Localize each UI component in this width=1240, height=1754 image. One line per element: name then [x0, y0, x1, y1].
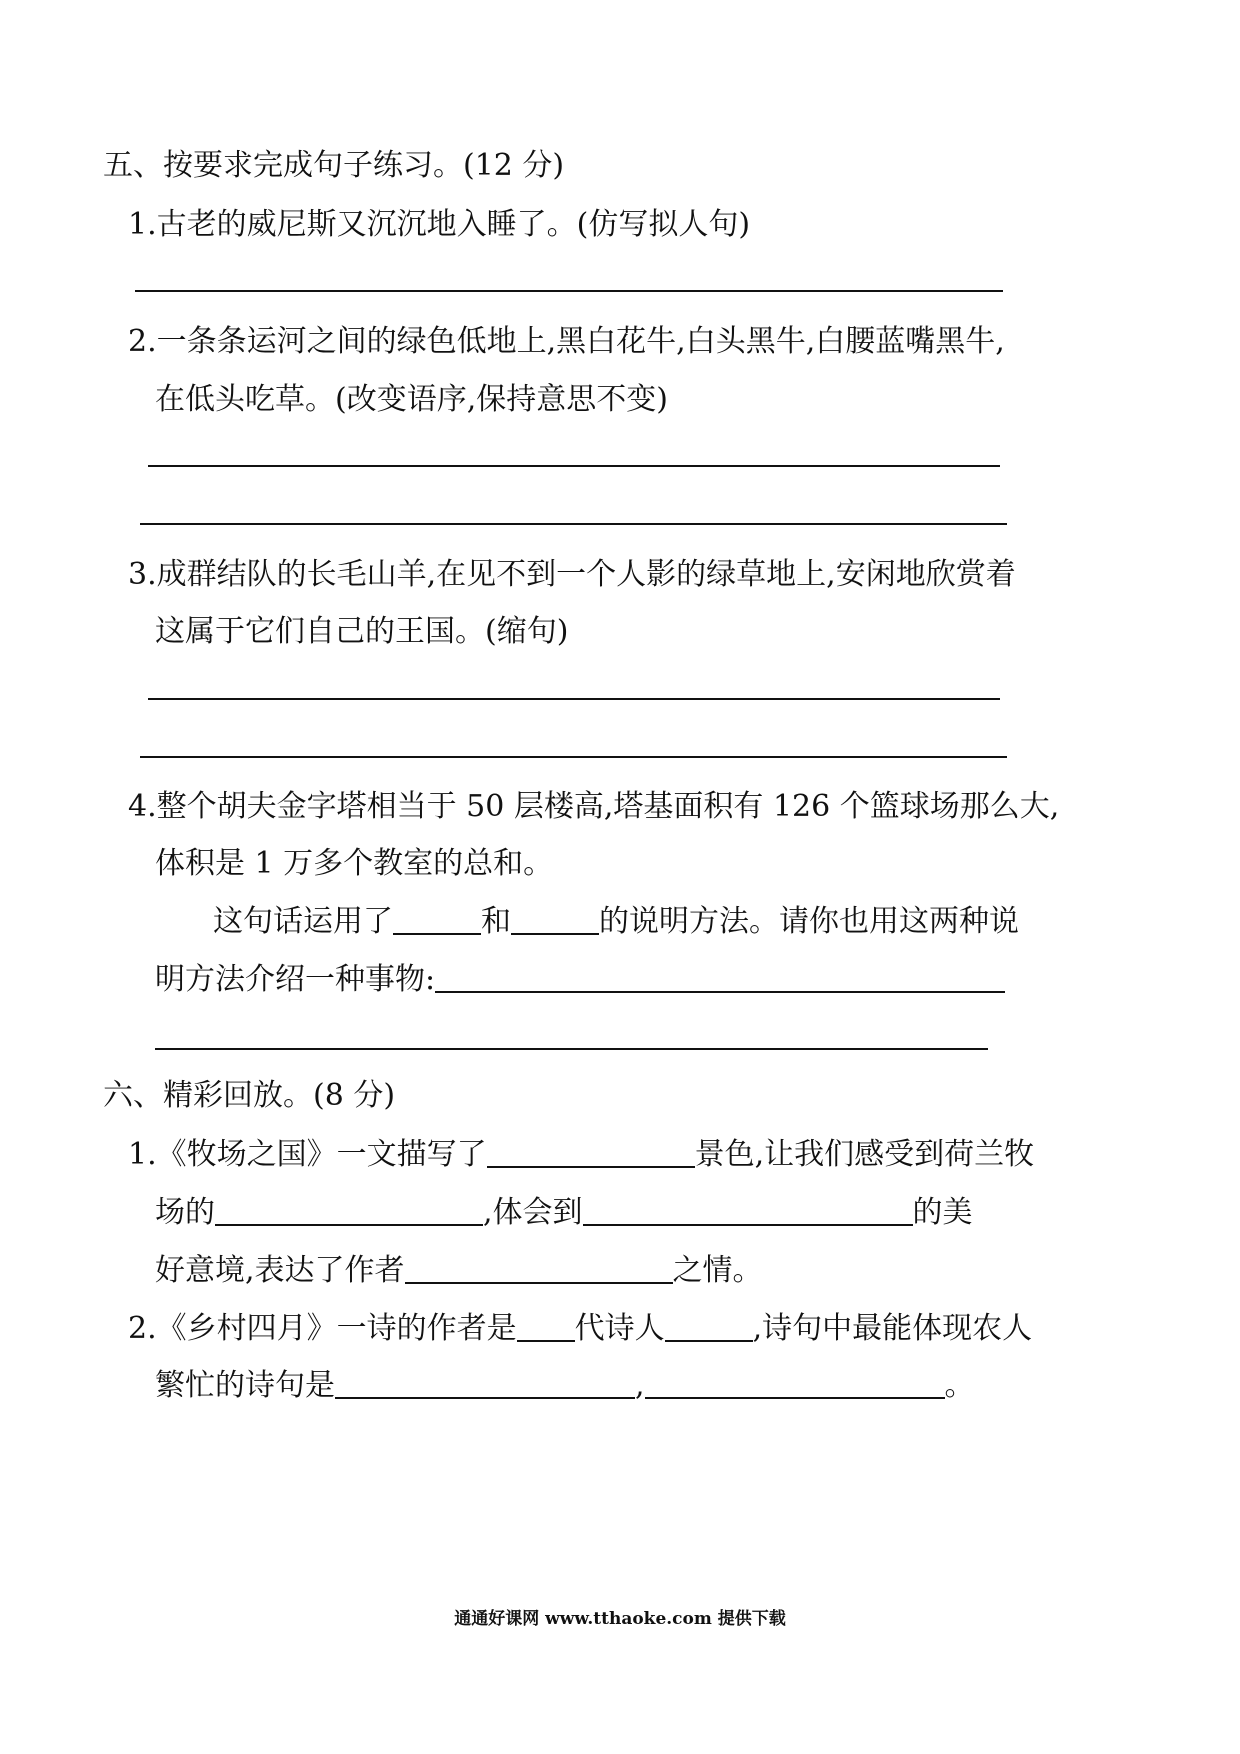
q5-2-prompt-line1: 2.一条条运河之间的绿色低地上,黑白花牛,白头黑牛,白腰蓝嘴黑牛, [128, 324, 1005, 359]
q5-4-method-blank-2[interactable] [511, 903, 599, 935]
q6-1-blank-emotion[interactable] [405, 1252, 673, 1284]
q6-2-line2 [155, 1366, 975, 1406]
q6-2-text-b: 代诗人 [574, 1311, 665, 1346]
q5-4-method-text-a: 这句话运用了 [213, 904, 393, 939]
q6-2-blank-dynasty[interactable] [517, 1310, 575, 1342]
q6-2-text-a: 2.《乡村四月》一诗的作者是 [128, 1311, 517, 1346]
q6-2-blank-poet[interactable] [665, 1310, 753, 1342]
section-6-title: 六、精彩回放。(8 分) [103, 1078, 396, 1113]
q6-1-text-e: 的美 [912, 1195, 973, 1230]
q6-1-line3 [155, 1251, 763, 1291]
q5-3-answer-line-2[interactable] [140, 756, 1007, 758]
q5-3-prompt-line1: 3.成群结队的长毛山羊,在见不到一个人影的绿草地上,安闲地欣赏着 [128, 557, 1016, 592]
q6-1-text-g: 之情。 [672, 1253, 763, 1288]
q6-2-text-f: 。 [944, 1368, 975, 1403]
footer-credit: 通通好课网 www.tthaoke.com 提供下载 [454, 1609, 786, 1629]
section-5-title: 五、按要求完成句子练习。(12 分) [103, 148, 565, 183]
q5-4-method-blank-1[interactable] [393, 903, 481, 935]
q5-3-prompt-line2: 这属于它们自己的王国。(缩句) [155, 614, 569, 649]
q6-1-blank-scenery[interactable] [487, 1136, 695, 1168]
q6-2-text-c: ,诗句中最能体现农人 [752, 1311, 1033, 1346]
q5-2-prompt-line2: 在低头吃草。(改变语序,保持意思不变) [155, 382, 668, 417]
q5-4-intro-blank[interactable] [435, 961, 1005, 993]
q5-4-method-text-c: 的说明方法。请你也用这两种说 [599, 904, 1019, 939]
q5-3-answer-line-1[interactable] [148, 698, 1000, 700]
q6-2-blank-verse-1[interactable] [335, 1367, 635, 1399]
q5-2-answer-line-1[interactable] [148, 465, 1000, 467]
q5-4-method-line [213, 902, 1019, 942]
q6-2-text-d: 繁忙的诗句是 [155, 1368, 335, 1403]
q5-4-intro-line [155, 960, 1005, 1000]
q6-1-text-a: 1.《牧场之国》一文描写了 [128, 1137, 487, 1172]
q5-4-intro-text: 明方法介绍一种事物: [155, 962, 436, 997]
q6-1-line1 [128, 1135, 1034, 1175]
q6-1-text-f: 好意境,表达了作者 [155, 1253, 405, 1288]
q6-1-blank-realm[interactable] [583, 1194, 913, 1226]
q6-1-text-d: ,体会到 [483, 1195, 583, 1230]
q6-1-text-b: 景色,让我们感受到荷兰牧 [694, 1137, 1035, 1172]
q5-2-answer-line-2[interactable] [140, 523, 1007, 525]
q6-2-blank-verse-2[interactable] [645, 1367, 945, 1399]
q5-1-prompt: 1.古老的威尼斯又沉沉地入睡了。(仿写拟人句) [128, 207, 751, 242]
q6-1-text-c: 场的 [155, 1195, 215, 1230]
q5-4-prompt-line2: 体积是 1 万多个教室的总和。 [155, 846, 554, 881]
q5-4-answer-line[interactable] [155, 1048, 988, 1050]
q6-1-line2 [155, 1193, 973, 1233]
q5-1-answer-line[interactable] [135, 290, 1003, 292]
q6-1-blank-feel[interactable] [215, 1194, 483, 1226]
q6-2-text-e: , [635, 1368, 645, 1403]
q5-4-method-text-b: 和 [481, 904, 511, 939]
q5-4-prompt-line1: 4.整个胡夫金字塔相当于 50 层楼高,塔基面积有 126 个篮球场那么大, [128, 789, 1060, 824]
q6-2-line1 [128, 1309, 1032, 1349]
